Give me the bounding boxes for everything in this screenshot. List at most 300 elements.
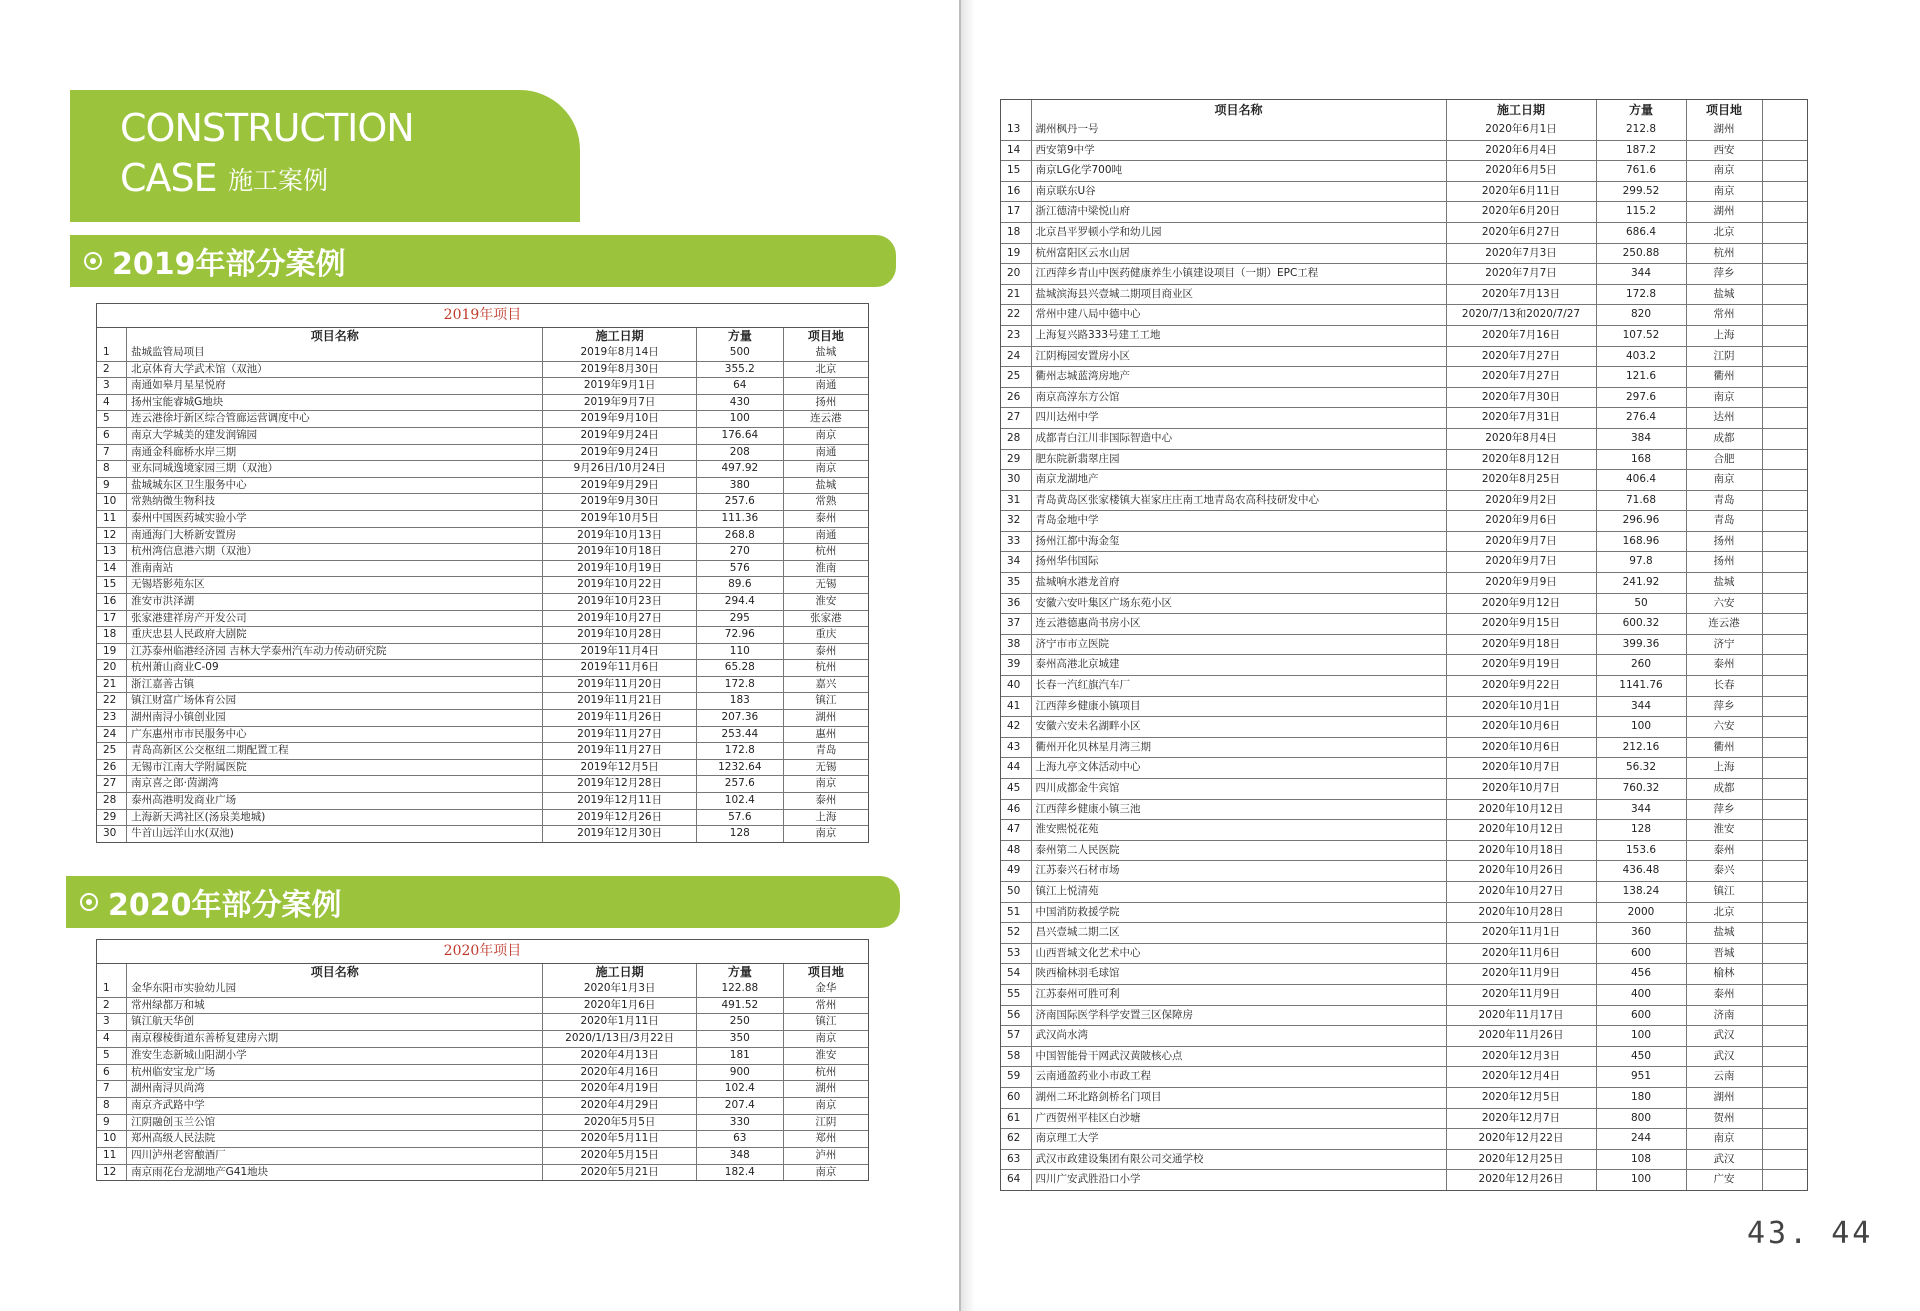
cell-place: 无锡 [783,577,868,594]
table-row [97,1148,868,1165]
cell-index: 24 [97,726,127,743]
cell-place: 杭州 [783,660,868,677]
table-row [97,510,868,527]
cell-index: 7 [97,1081,127,1098]
cell-amount: 50 [1596,593,1686,614]
cell-name: 南通如皋月星星悦府 [127,378,543,395]
cell-index: 12 [97,527,127,544]
cell-date: 2019年12月26日 [543,809,697,826]
cell-place: 南京 [783,461,868,478]
cell-index: 28 [1001,428,1031,449]
cell-blank [1762,1170,1807,1190]
cell-date: 2020年4月29日 [543,1097,697,1114]
table-2020-left [96,939,869,1181]
cell-blank [1762,943,1807,964]
cell-index: 1 [97,981,127,997]
cell-amount: 212.16 [1596,737,1686,758]
cell-place: 榆林 [1686,964,1762,985]
cell-amount: 183 [696,693,783,710]
cell-index: 21 [97,676,127,693]
cell-index: 26 [1001,387,1031,408]
page-number: 43. 44 [1747,1216,1874,1251]
cell-date: 2019年10月5日 [543,510,697,527]
cell-blank [1762,284,1807,305]
cell-name: 盐城城东区卫生服务中心 [127,477,543,494]
cell-place: 盐城 [1686,284,1762,305]
cell-name: 南通金科廊桥水岸三期 [127,444,543,461]
cell-amount: 250 [696,1014,783,1031]
cell-blank [1762,470,1807,491]
cell-amount: 122.88 [696,981,783,997]
table-row [1001,1046,1807,1067]
table-row [97,477,868,494]
cell-index: 13 [97,544,127,561]
table-2020-right [1000,99,1808,1191]
cell-place: 南通 [783,527,868,544]
cell-place: 镇江 [783,1014,868,1031]
cell-blank [1762,923,1807,944]
cell-name: 安徽六安未名湖畔小区 [1031,717,1446,738]
cell-place: 成都 [1686,779,1762,800]
cell-blank [1762,325,1807,346]
cell-amount: 100 [696,411,783,428]
table-row [1001,202,1807,223]
table-row [97,1131,868,1148]
table-caption-2019: 2019年项目 [97,304,868,328]
cell-place: 淮安 [783,1047,868,1064]
cell-date: 2020年10月1日 [1446,696,1596,717]
cell-blank [1762,264,1807,285]
header-cell-name: 项目名称 [1031,100,1446,120]
cell-date: 2020年5月11日 [543,1131,697,1148]
cell-date: 2020/7/13和2020/7/27 [1446,305,1596,326]
cell-place: 衢州 [1686,737,1762,758]
cell-date: 2019年9月30日 [543,494,697,511]
table-2020-right-grid [1001,100,1807,1190]
cell-place: 六安 [1686,593,1762,614]
cell-index: 12 [97,1164,127,1180]
cell-name: 泰州第二人民医院 [1031,840,1446,861]
cell-date: 2019年11月26日 [543,710,697,727]
cell-amount: 294.4 [696,593,783,610]
cell-amount: 172.8 [1596,284,1686,305]
cell-date: 2020年9月6日 [1446,511,1596,532]
cell-amount: 187.2 [1596,140,1686,161]
cell-name: 陕西榆林羽毛球馆 [1031,964,1446,985]
table-row [97,776,868,793]
table-header-row [97,964,868,981]
cell-name: 镇江上悦清苑 [1031,881,1446,902]
cell-name: 云南通盈药业小市政工程 [1031,1067,1446,1088]
table-row [97,743,868,760]
cell-name: 泰州高港北京城建 [1031,655,1446,676]
cell-index: 33 [1001,531,1031,552]
cell-date: 2019年9月7日 [543,394,697,411]
cell-blank [1762,490,1807,511]
cell-date: 2020年7月30日 [1446,387,1596,408]
table-row [1001,737,1807,758]
cell-place: 扬州 [783,394,868,411]
cell-amount: 207.36 [696,710,783,727]
cell-date: 2020年10月7日 [1446,779,1596,800]
cell-place: 淮安 [783,593,868,610]
cell-place: 惠州 [783,726,868,743]
cell-name: 西安第9中学 [1031,140,1446,161]
header-title-cn: 施工案例 [228,166,329,195]
cell-index: 27 [97,776,127,793]
cell-index: 48 [1001,840,1031,861]
cell-amount: 97.8 [1596,552,1686,573]
cell-name: 南京雨花台龙湖地产G41地块 [127,1164,543,1180]
cell-date: 2020年10月6日 [1446,737,1596,758]
cell-index: 52 [1001,923,1031,944]
section-title-2019: 2019年部分案例 [112,247,346,282]
cell-date: 2019年8月14日 [543,345,697,361]
cell-date: 2020年9月19日 [1446,655,1596,676]
cell-index: 31 [1001,490,1031,511]
cell-date: 2020年1月6日 [543,997,697,1014]
cell-index: 6 [97,1064,127,1081]
cell-date: 2020年6月5日 [1446,161,1596,182]
table-row [1001,449,1807,470]
table-row [97,527,868,544]
cell-place: 西安 [1686,140,1762,161]
cell-place: 南京 [783,1164,868,1180]
table-row [1001,140,1807,161]
cell-index: 35 [1001,573,1031,594]
cell-place: 青岛 [1686,511,1762,532]
section-bar-2020 [66,876,900,928]
cell-date: 2020年7月13日 [1446,284,1596,305]
table-row [1001,531,1807,552]
cell-amount: 168 [1596,449,1686,470]
cell-date: 2020年7月27日 [1446,367,1596,388]
table-row [97,660,868,677]
cell-date: 2020年10月28日 [1446,902,1596,923]
cell-index: 58 [1001,1046,1031,1067]
cell-place: 湖州 [783,710,868,727]
cell-name: 南京联东U谷 [1031,181,1446,202]
table-row [97,544,868,561]
cell-place: 湖州 [783,1081,868,1098]
table-row [1001,943,1807,964]
table-row [1001,181,1807,202]
table-row [1001,655,1807,676]
cell-name: 北京体育大学武术馆（双池） [127,361,543,378]
table-row [97,1081,868,1098]
cell-amount: 276.4 [1596,408,1686,429]
cell-amount: 257.6 [696,776,783,793]
cell-index: 30 [1001,470,1031,491]
table-row [1001,923,1807,944]
header-cell-place: 项目地 [1686,100,1762,120]
cell-index: 19 [1001,243,1031,264]
table-row [97,809,868,826]
cell-date: 2020年9月12日 [1446,593,1596,614]
cell-index: 42 [1001,717,1031,738]
cell-amount: 172.8 [696,676,783,693]
cell-index: 62 [1001,1129,1031,1150]
header-title-en-line1: CONSTRUCTION [120,106,414,150]
cell-amount: 384 [1596,428,1686,449]
cell-name: 安徽六安叶集区广场东苑小区 [1031,593,1446,614]
cell-index: 29 [97,809,127,826]
cell-index: 20 [1001,264,1031,285]
cell-place: 南京 [783,776,868,793]
cell-amount: 72.96 [696,627,783,644]
table-row [97,643,868,660]
cell-amount: 600 [1596,943,1686,964]
cell-amount: 260 [1596,655,1686,676]
table-row [97,627,868,644]
cell-date: 2019年8月30日 [543,361,697,378]
cell-amount: 181 [696,1047,783,1064]
cell-name: 杭州湾信息港六期（双池） [127,544,543,561]
cell-name: 金华东阳市实验幼儿园 [127,981,543,997]
cell-index: 37 [1001,614,1031,635]
cell-amount: 430 [696,394,783,411]
table-row [97,494,868,511]
table-2020-left-body [97,981,868,1180]
cell-blank [1762,881,1807,902]
cell-blank [1762,305,1807,326]
cell-amount: 108 [1596,1149,1686,1170]
table-row [1001,408,1807,429]
cell-blank [1762,428,1807,449]
cell-date: 2020年1月3日 [543,981,697,997]
cell-name: 泰州中国医药城实验小学 [127,510,543,527]
table-row [1001,717,1807,738]
cell-index: 24 [1001,346,1031,367]
cell-date: 2020年4月16日 [543,1064,697,1081]
cell-blank [1762,984,1807,1005]
cell-date: 2020年12月4日 [1446,1067,1596,1088]
cell-place: 青岛 [1686,490,1762,511]
cell-place: 常熟 [783,494,868,511]
cell-name: 镇江航天华创 [127,1014,543,1031]
cell-index: 7 [97,444,127,461]
cell-place: 济宁 [1686,634,1762,655]
cell-date: 2020年4月19日 [543,1081,697,1098]
cell-index: 17 [97,610,127,627]
cell-index: 27 [1001,408,1031,429]
cell-blank [1762,902,1807,923]
cell-blank [1762,655,1807,676]
cell-name: 无锡市江南大学附属医院 [127,759,543,776]
cell-name: 常州中建八局中德中心 [1031,305,1446,326]
cell-blank [1762,449,1807,470]
cell-date: 2019年11月4日 [543,643,697,660]
cell-index: 9 [97,1114,127,1131]
table-row [97,759,868,776]
cell-name: 四川广安武胜沿口小学 [1031,1170,1446,1190]
cell-name: 扬州宝能睿城G地块 [127,394,543,411]
table-row [1001,552,1807,573]
header-cell-index [1001,100,1031,120]
table-2019-body [97,345,868,842]
table-header-row [1001,100,1807,120]
cell-index: 23 [97,710,127,727]
cell-place: 南京 [1686,470,1762,491]
cell-index: 34 [1001,552,1031,573]
cell-blank [1762,1149,1807,1170]
cell-index: 4 [97,1031,127,1048]
cell-amount: 491.52 [696,997,783,1014]
cell-date: 2019年9月10日 [543,411,697,428]
cell-name: 无锡塔影苑东区 [127,577,543,594]
cell-index: 10 [97,1131,127,1148]
cell-name: 衢州开化贝林星月湾三期 [1031,737,1446,758]
cell-name: 湖州南浔小镇创业园 [127,710,543,727]
table-row [1001,676,1807,697]
cell-name: 南京齐武路中学 [127,1097,543,1114]
cell-amount: 330 [696,1114,783,1131]
cell-date: 2020年7月3日 [1446,243,1596,264]
cell-date: 2020年10月18日 [1446,840,1596,861]
table-row [97,793,868,810]
table-row [97,676,868,693]
cell-place: 盐城 [783,345,868,361]
table-row [97,1114,868,1131]
cell-amount: 64 [696,378,783,395]
cell-place: 长春 [1686,676,1762,697]
cell-date: 2020年11月6日 [1446,943,1596,964]
cell-name: 常州绿都万和城 [127,997,543,1014]
cell-index: 20 [97,660,127,677]
cell-blank [1762,1005,1807,1026]
cell-amount: 456 [1596,964,1686,985]
table-row [1001,470,1807,491]
cell-place: 南京 [1686,1129,1762,1150]
table-row [97,444,868,461]
cell-amount: 900 [696,1064,783,1081]
table-row [1001,799,1807,820]
cell-amount: 399.36 [1596,634,1686,655]
cell-amount: 1141.76 [1596,676,1686,697]
cell-index: 54 [1001,964,1031,985]
cell-name: 南京龙湖地产 [1031,470,1446,491]
cell-name: 济南国际医学科学安置三区保障房 [1031,1005,1446,1026]
cell-index: 11 [97,510,127,527]
table-row [1001,1129,1807,1150]
table-row [1001,902,1807,923]
cell-amount: 406.4 [1596,470,1686,491]
table-row [97,1064,868,1081]
cell-place: 盐城 [1686,573,1762,594]
cell-amount: 355.2 [696,361,783,378]
table-row [1001,634,1807,655]
table-row [97,726,868,743]
cell-place: 南京 [783,1031,868,1048]
table-row [1001,1087,1807,1108]
cell-name: 昌兴壹城二期二区 [1031,923,1446,944]
cell-blank [1762,346,1807,367]
cell-amount: 176.64 [696,427,783,444]
cell-amount: 296.96 [1596,511,1686,532]
table-row [97,577,868,594]
cell-date: 2020年10月7日 [1446,758,1596,779]
cell-name: 衢州志城蓝湾房地产 [1031,367,1446,388]
cell-blank [1762,1046,1807,1067]
cell-index: 47 [1001,820,1031,841]
table-row [1001,1005,1807,1026]
cell-date: 2019年12月5日 [543,759,697,776]
cell-name: 青岛金地中学 [1031,511,1446,532]
cell-amount: 450 [1596,1046,1686,1067]
cell-name: 中国智能骨干网武汉黄陂核心点 [1031,1046,1446,1067]
cell-date: 2019年10月22日 [543,577,697,594]
cell-name: 湖州二环北路剑桥名门项目 [1031,1087,1446,1108]
cell-name: 淮安生态新城山阳湖小学 [127,1047,543,1064]
cell-date: 2020年5月5日 [543,1114,697,1131]
cell-index: 1 [97,345,127,361]
table-row [1001,614,1807,635]
cell-date: 2020年4月13日 [543,1047,697,1064]
cell-index: 61 [1001,1108,1031,1129]
cell-index: 49 [1001,861,1031,882]
table-2020-left-grid [97,964,868,1180]
cell-blank [1762,161,1807,182]
cell-date: 2019年11月20日 [543,676,697,693]
cell-amount: 299.52 [1596,181,1686,202]
cell-date: 2020年10月6日 [1446,717,1596,738]
cell-index: 14 [1001,140,1031,161]
cell-blank [1762,964,1807,985]
cell-index: 40 [1001,676,1031,697]
cell-name: 南京穆棱街道东善桥复建房六期 [127,1031,543,1048]
cell-index: 2 [97,361,127,378]
cell-date: 2020年8月4日 [1446,428,1596,449]
cell-amount: 820 [1596,305,1686,326]
bullet-ring-icon [84,252,102,270]
cell-amount: 241.92 [1596,573,1686,594]
cell-blank [1762,593,1807,614]
cell-amount: 403.2 [1596,346,1686,367]
cell-index: 28 [97,793,127,810]
cell-index: 8 [97,461,127,478]
cell-name: 上海九亭文体活动中心 [1031,758,1446,779]
cell-index: 25 [1001,367,1031,388]
cell-name: 南京高淳东方公馆 [1031,387,1446,408]
cell-place: 湖州 [1686,120,1762,140]
cell-place: 镇江 [783,693,868,710]
cell-blank [1762,1087,1807,1108]
cell-amount: 208 [696,444,783,461]
cell-amount: 168.96 [1596,531,1686,552]
header-title-en-line2: CASE [120,156,217,200]
table-row [1001,346,1807,367]
cell-date: 2020年9月15日 [1446,614,1596,635]
cell-index: 16 [1001,181,1031,202]
cell-place: 南通 [783,378,868,395]
cell-blank [1762,573,1807,594]
cell-index: 15 [1001,161,1031,182]
table-header-row [97,328,868,345]
cell-name: 盐城监管局项目 [127,345,543,361]
cell-place: 张家港 [783,610,868,627]
cell-place: 湖州 [1686,1087,1762,1108]
cell-amount: 250.88 [1596,243,1686,264]
table-row [1001,1067,1807,1088]
cell-name: 南京喜之郎·茵湖湾 [127,776,543,793]
cell-blank [1762,614,1807,635]
cell-name: 重庆忠县人民政府大剧院 [127,627,543,644]
cell-index: 45 [1001,779,1031,800]
cell-date: 2020年10月27日 [1446,881,1596,902]
cell-place: 南京 [783,1097,868,1114]
cell-date: 2020年6月4日 [1446,140,1596,161]
cell-blank [1762,408,1807,429]
